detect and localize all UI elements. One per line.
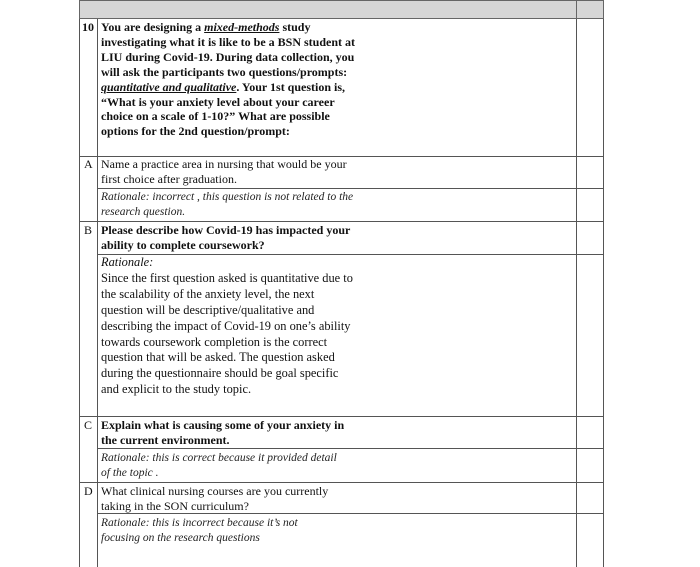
option-d-text: What clinical nursing courses are you currently taking in the SON curriculum? [101,484,329,513]
term-quantitative-qualitative: quantitative and qualitative [101,79,237,94]
table-header-row [79,0,604,19]
rationale-text: Since the first question asked is quantitative due to the scalability of the anxiety level, the next question will be descriptive/qualitative and describing the impact of Covid-19 on one’s ability towards coursework completion is the correct question that will be asked. The question asked during the questionnaire should be goal specific and explicit to the study topic. [101,270,353,397]
table-column-divider-right [576,19,577,567]
option-c-rationale: Rationale: this is correct because it provided detail of the topic . [101,452,337,479]
option-letter: A [84,157,93,171]
option-d-rationale: Rationale: this is incorrect because it’s not focusing on the research questions [101,517,298,544]
table-column-divider-letter [97,19,98,567]
table-border-right [603,19,604,567]
option-c-text: Explain what is causing some of your anxiety in the current environment. [101,418,345,447]
option-letter: B [84,223,93,237]
option-letter: C [84,418,93,432]
option-letter: D [84,484,93,498]
option-a-text: Name a practice area in nursing that would be your first choice after graduation. [101,157,347,186]
option-b-text: Please describe how Covid-19 has impacted your ability to complete coursework? [101,223,351,252]
term-mixed-methods: mixed-methods [204,20,280,34]
table-border-left [79,19,80,567]
row-divider [79,482,604,483]
option-a-rationale: Rationale: incorrect , this question is not related to the research question. [101,191,354,218]
question-number: 10 [82,20,94,34]
header-divider [576,0,577,19]
rationale-label: Rationale: [101,255,154,269]
row-divider [79,221,604,222]
row-divider [97,188,604,189]
row-divider [97,448,604,449]
row-divider [79,416,604,417]
question-text: You are designing a mixed-methods study investigating what it is like to be a BSN student at LIU during Covid-19. During data collection, you will ask the participants two questions/prompts: quantitative and qualitative. Your 1st question is, “What is your anxiety level about your career choice on a scale of 1-10?” What are possible options for the 2nd question/prompt: [101,20,356,139]
option-b-rationale [101,255,356,398]
